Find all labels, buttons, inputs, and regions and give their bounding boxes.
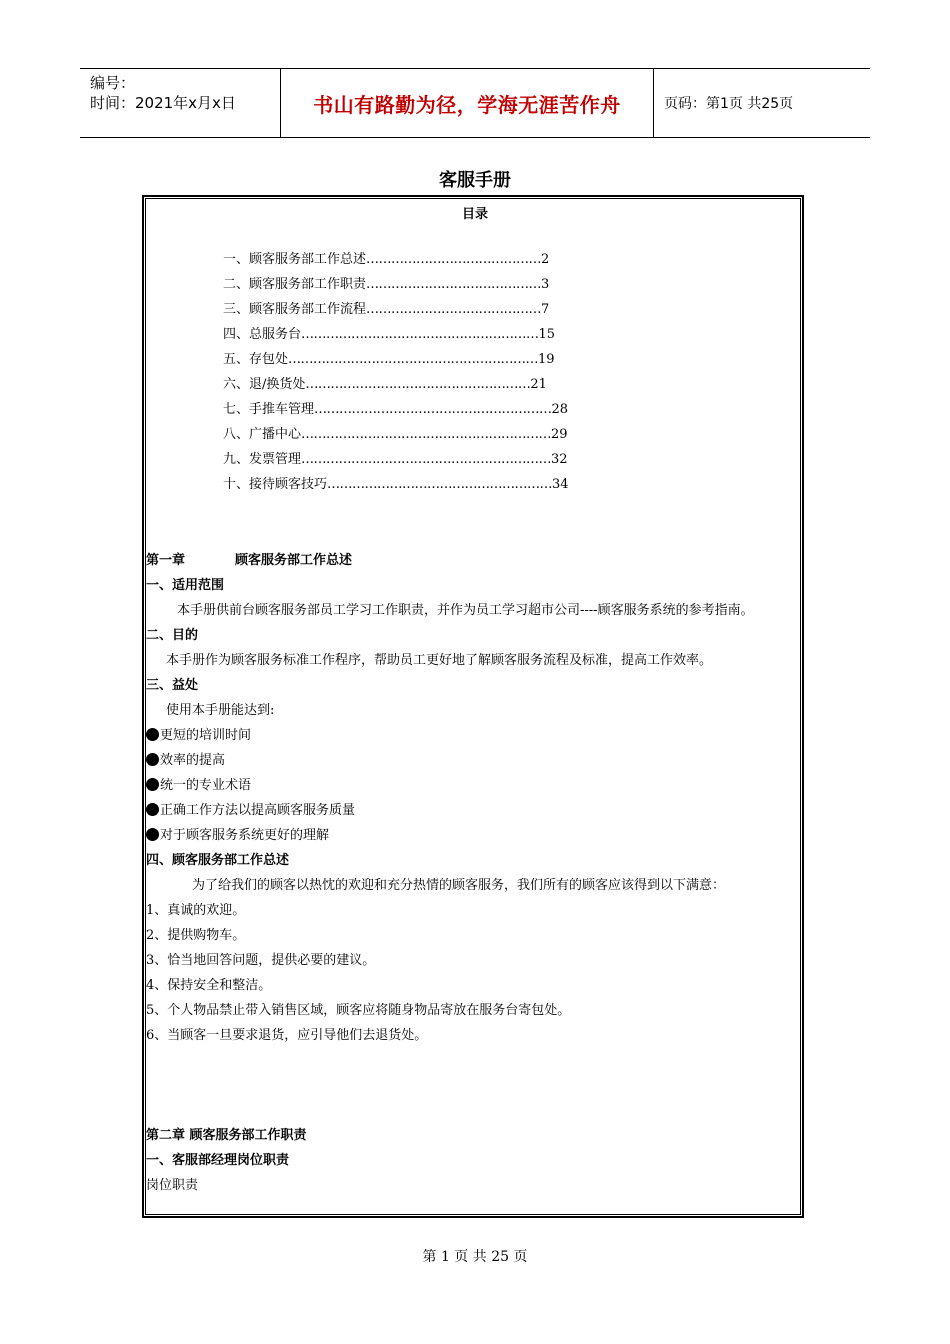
- toc-item-page: 21: [530, 377, 547, 392]
- toc-item-label: 一、顾客服务部工作总述: [223, 252, 367, 267]
- list-item-text: 效率的提高: [160, 753, 226, 768]
- toc-item[interactable]: [223, 300, 569, 325]
- section-title: 一、客服部经理岗位职责: [146, 1153, 290, 1168]
- chapter-1-number: 第一章: [146, 553, 186, 568]
- toc-leader: …………………………………………………: [314, 402, 552, 417]
- list-item: 1、真诚的欢迎。: [146, 903, 246, 918]
- toc-leader: ……………………………………………………: [301, 452, 552, 467]
- section-title: 四、顾客服务部工作总述: [146, 853, 290, 868]
- list-item: [146, 723, 801, 748]
- paragraph: 使用本手册能达到:: [166, 703, 275, 718]
- list-item: 5、个人物品禁止带入销售区域，顾客应将随身物品寄放在服务台寄包处。: [146, 1003, 571, 1018]
- toc-item-label: 九、发票管理: [223, 452, 302, 467]
- toc-item-label: 二、顾客服务部工作职责: [223, 277, 367, 292]
- list-item: 6、当顾客一旦要求退货，应引导他们去退货处。: [146, 1028, 428, 1043]
- bullet-icon: [146, 728, 159, 741]
- document-title: 客服手册: [439, 170, 511, 191]
- chapter-1-title: 顾客服务部工作总述: [235, 553, 353, 568]
- toc-leader: ……………………………………………………: [301, 427, 552, 442]
- toc-leader: ……………………………………………………: [288, 352, 539, 367]
- list-item-text: 统一的专业术语: [160, 778, 252, 793]
- toc-item-label: 四、总服务台: [223, 327, 302, 342]
- toc-leader: ……………………………………: [366, 302, 542, 317]
- paragraph: 本手册供前台顾客服务部员工学习工作职责，并作为员工学习超市公司----顾客服务系统的参考指南。: [177, 603, 754, 618]
- paragraph: 为了给我们的顾客以热忱的欢迎和充分热情的顾客服务，我们所有的顾客应该得到以下满意：: [192, 878, 726, 893]
- list-item: 4、保持安全和整洁。: [146, 978, 272, 993]
- toc-leader: ……………………………………: [366, 252, 542, 267]
- toc-leader: ………………………………………………: [327, 477, 553, 492]
- toc-item[interactable]: [223, 375, 569, 400]
- list-item: 3、恰当地回答问题，提供必要的建议。: [146, 953, 376, 968]
- section-title: 一、适用范围: [146, 578, 225, 593]
- list-item: [146, 748, 801, 773]
- header-page-info: 页码：第1页 共25页: [664, 96, 794, 112]
- bullet-icon: [146, 803, 159, 816]
- toc-item[interactable]: [223, 325, 569, 350]
- bullet-icon: [146, 828, 159, 841]
- toc-item-label: 三、顾客服务部工作流程: [223, 302, 367, 317]
- toc-item-label: 六、退/换货处: [223, 377, 306, 392]
- toc-item[interactable]: [223, 250, 569, 275]
- toc-leader: …………………………………………………: [301, 327, 539, 342]
- header-motto: 书山有路勤为径，学海无涯苦作舟: [313, 92, 621, 117]
- toc-item-page: 19: [538, 352, 555, 367]
- toc-item-label: 七、手推车管理: [223, 402, 315, 417]
- list-item: [146, 823, 801, 848]
- document-header: [80, 68, 870, 138]
- list-item: [146, 773, 801, 798]
- list-item-text: 对于顾客服务系统更好的理解: [160, 828, 330, 843]
- toc-item[interactable]: [223, 275, 569, 300]
- toc-item[interactable]: [223, 400, 569, 425]
- toc-item-label: 五、存包处: [223, 352, 289, 367]
- header-motto-cell: [281, 69, 654, 137]
- document-number-label: 编号：: [90, 74, 136, 92]
- toc-item-page: 2: [541, 252, 550, 267]
- toc-item[interactable]: [223, 475, 569, 500]
- paragraph: 本手册作为顾客服务标准工作程序，帮助员工更好地了解顾客服务流程及标准，提高工作效率。: [166, 653, 713, 668]
- list-item: 2、提供购物车。: [146, 928, 246, 943]
- toc-item-page: 28: [551, 402, 569, 417]
- toc-leader: ……………………………………: [366, 277, 542, 292]
- document-time-label: 时间：2021年x月x日: [90, 94, 236, 112]
- chapter-2-heading: 第二章 顾客服务部工作职责: [146, 1128, 307, 1143]
- toc-leader: ………………………………………………: [305, 377, 531, 392]
- toc-item-page: 15: [538, 327, 556, 342]
- list-item-text: 更短的培训时间: [160, 728, 252, 743]
- paragraph: 岗位职责: [146, 1178, 199, 1193]
- section-title: 三、益处: [146, 678, 199, 693]
- list-item-text: 正确工作方法以提高顾客服务质量: [160, 803, 356, 818]
- bullet-icon: [146, 753, 159, 766]
- toc-item-label: 十、接待顾客技巧: [223, 477, 328, 492]
- list-item: [146, 798, 801, 823]
- toc-heading: 目录: [461, 207, 488, 222]
- toc-item[interactable]: [223, 425, 569, 450]
- toc-item[interactable]: [223, 350, 569, 375]
- toc-item-label: 八、广播中心: [223, 427, 302, 442]
- page-footer: 第 1 页 共 25 页: [422, 1249, 528, 1265]
- toc-item-page: 32: [551, 452, 568, 467]
- spacer: [146, 1048, 801, 1123]
- toc-item-page: 29: [551, 427, 568, 442]
- section-title: 二、目的: [146, 628, 199, 643]
- toc-item-page: 3: [541, 277, 550, 292]
- header-meta-cell: [80, 69, 281, 137]
- chapter-1-heading: [146, 548, 801, 573]
- toc-item-page: 34: [552, 477, 569, 492]
- toc-item[interactable]: [223, 450, 569, 475]
- table-of-contents: [223, 250, 569, 500]
- document-body: [146, 548, 801, 1198]
- header-page-cell: [654, 69, 870, 137]
- toc-item-page: 7: [541, 302, 550, 317]
- bullet-icon: [146, 778, 159, 791]
